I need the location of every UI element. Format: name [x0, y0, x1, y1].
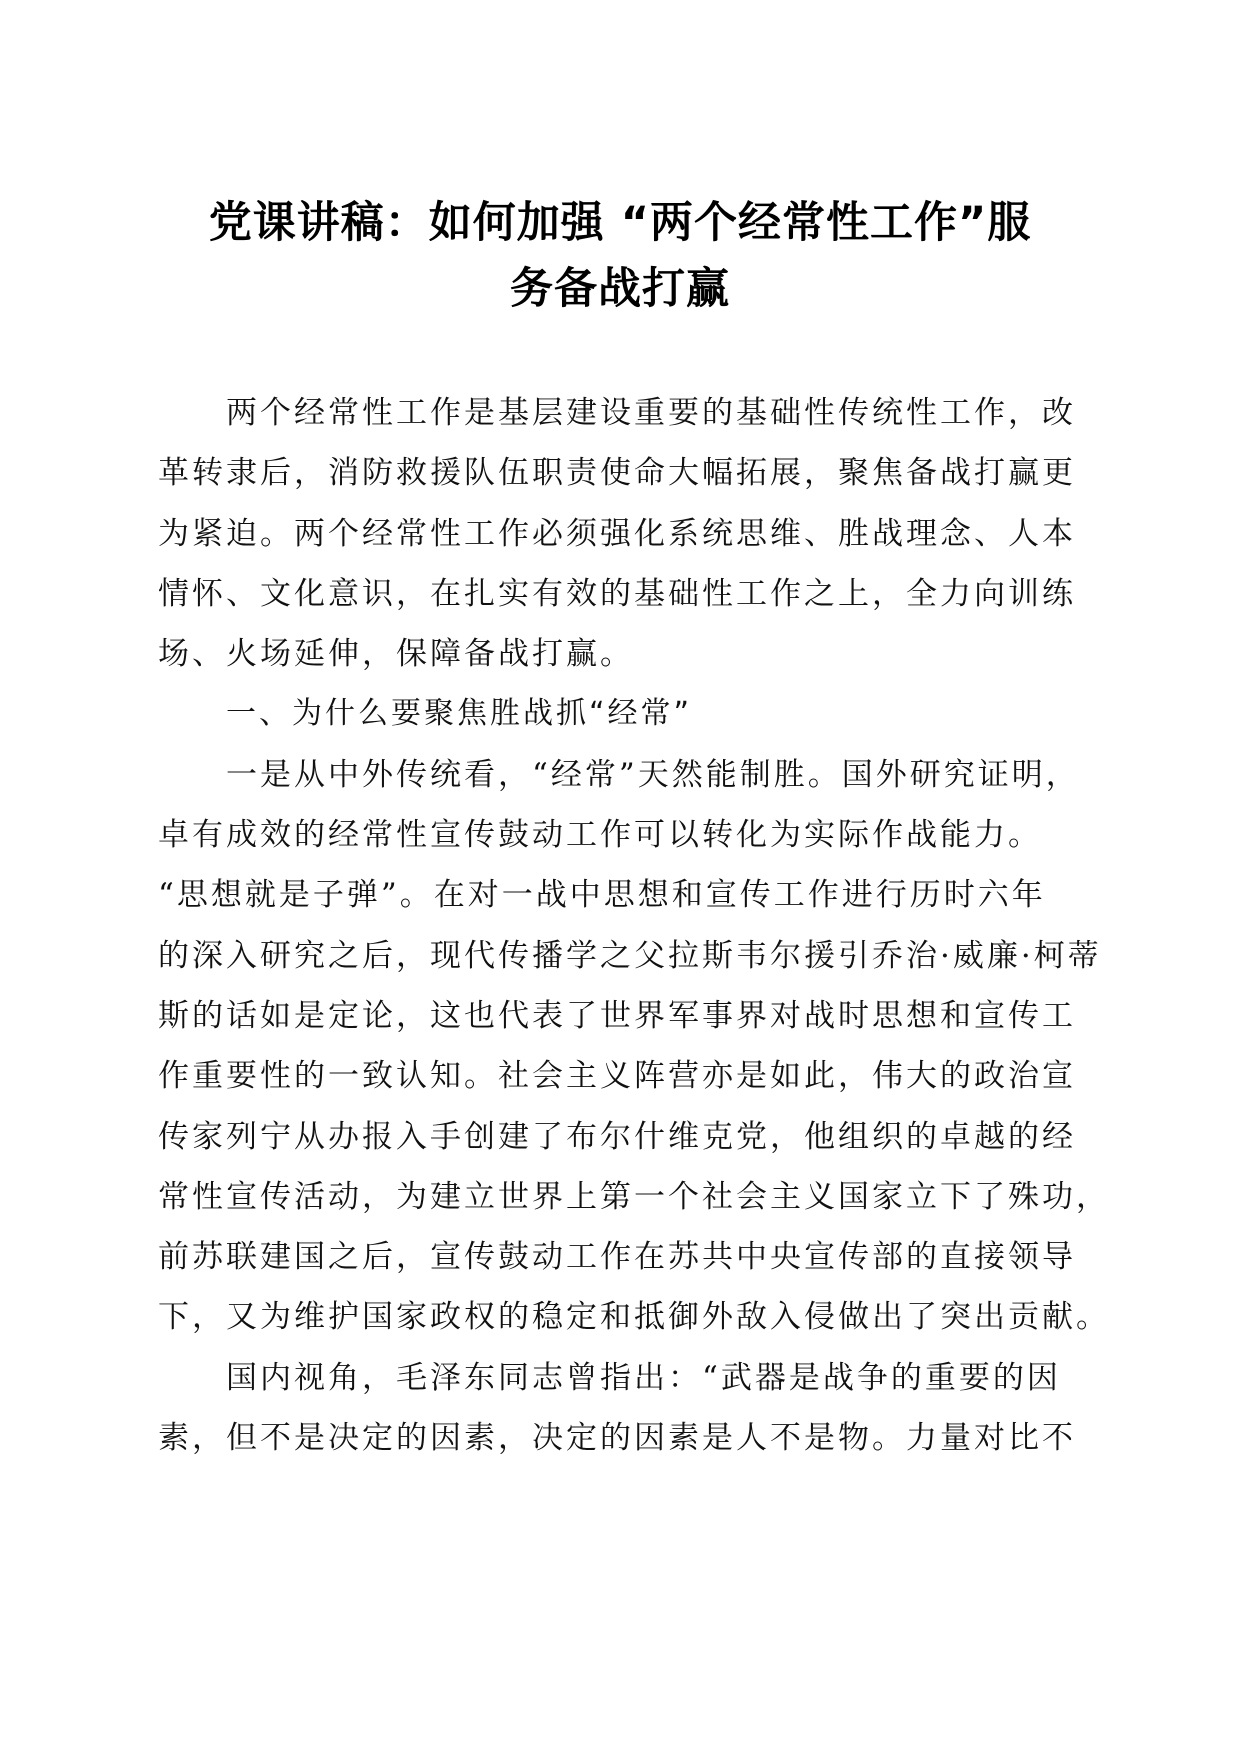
- body-line: 斯的话如是定论，这也代表了世界军事界对战时思想和宣传工: [158, 997, 1076, 1034]
- body-line: 两个经常性工作是基层建设重要的基础性传统性工作，改: [226, 395, 1076, 431]
- body-line: 下，又为维护国家政权的稳定和抵御外敌入侵做出了突出贡献。: [158, 1299, 1110, 1336]
- body-line: 国内视角，毛泽东同志曾指出：“武器是战争的重要的因: [226, 1359, 1061, 1396]
- section-heading: 一、为什么要聚焦胜战抓“经常”: [226, 696, 693, 732]
- body-line: 卓有成效的经常性宣传鼓动工作可以转化为实际作战能力。: [158, 817, 1042, 854]
- body-line: 一是从中外传统看，“经常”天然能制胜。国外研究证明，: [226, 756, 1080, 793]
- body-line: “思想就是子弹”。在对一战中思想和宣传工作进行历时六年: [158, 877, 1046, 914]
- body-line: 革转隶后，消防救援队伍职责使命大幅拓展，聚焦备战打赢更: [158, 455, 1076, 492]
- body-line: 情怀、文化意识，在扎实有效的基础性工作之上，全力向训练: [158, 575, 1076, 612]
- body-line: 传家列宁从办报入手创建了布尔什维克党，他组织的卓越的经: [158, 1118, 1076, 1155]
- document-title: [150, 190, 1090, 322]
- title-line: 务备战打赢: [510, 264, 730, 314]
- document-body: [158, 383, 1110, 1468]
- body-line: 常性宣传活动，为建立世界上第一个社会主义国家立下了殊功，: [158, 1178, 1110, 1215]
- body-line: 作重要性的一致认知。社会主义阵营亦是如此，伟大的政治宣: [158, 1058, 1076, 1095]
- body-line: 的深入研究之后，现代传播学之父拉斯韦尔援引乔治·威廉·柯蒂: [158, 937, 1102, 974]
- body-line: 前苏联建国之后，宣传鼓动工作在苏共中央宣传部的直接领导: [158, 1239, 1076, 1276]
- body-line: 为紧迫。两个经常性工作必须强化系统思维、胜战理念、人本: [158, 515, 1076, 552]
- body-line: 场、火场延伸，保障备战打赢。: [158, 636, 634, 673]
- body-line: 素，但不是决定的因素，决定的因素是人不是物。力量对比不: [158, 1420, 1076, 1457]
- title-line: 党课讲稿：如何加强 “两个经常性工作”服: [208, 198, 1032, 248]
